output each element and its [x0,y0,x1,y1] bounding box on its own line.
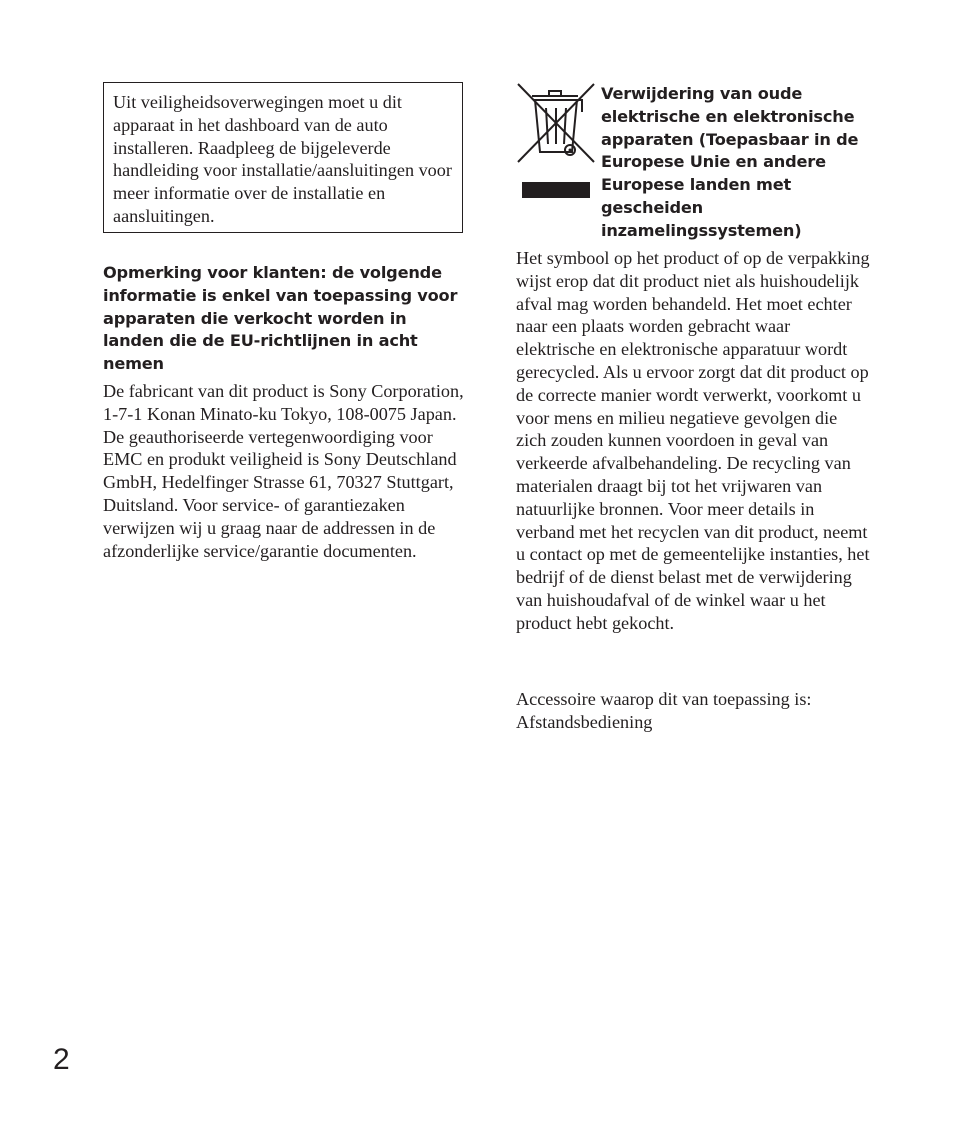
safety-notice-text: Uit veiligheidsoverwegingen moet u dit apparaat in het dashboard van de auto installeren. Raadpleeg de bijgeleverde handleiding voor installatie/aansluitingen voor meer informatie over de installatie en aansluitingen. [113,92,452,226]
page-number: 2 [53,1043,70,1076]
disposal-accessory: Accessoire waarop dit van toepassing is: Afstandsbediening [516,689,812,732]
crossed-out-wheelie-bin-icon [516,82,596,200]
disposal-heading: Verwijdering van oude elektrische en elektronische apparaten (Toepasbaar in de Europese Unie en andere Europese landen met gescheiden inzamelingssystemen) [601,84,859,240]
safety-notice-box [103,82,463,233]
disposal-body: Het symbool op het product of op de verpakking wijst erop dat dit product niet als huishoudelijk afval mag worden behandeld. Het moet echter naar een plaats worden gebracht waar elektrische en elektronische apparatuur wordt gerecycled. Als u ervoor zorgt dat dit product op de correcte manier wordt verwerkt, voorkomt u voor mens en milieu negatieve gevolgen die zich zouden kunnen voordoen in geval van verkeerde afvalbehandeling. De recycling van materialen draagt bij tot het vrijwaren van natuurlijke bronnen. Voor meer details in verband met het recyclen van dit product, neemt u contact op met de gemeentelijke instanties, het bedrijf of de dienst belast met de verwijdering van huishoudafval of de winkel waar u het product hebt gekocht. [516,248,870,633]
customer-notice-heading: Opmerking voor klanten: de volgende informatie is enkel van toepassing voor apparaten die verkocht worden in landen die de EU-richtlijnen in acht nemen [103,263,458,374]
customer-notice-body: De fabricant van dit product is Sony Corporation, 1-7-1 Konan Minato-ku Tokyo, 108-0075 Japan. De geauthoriseerde vertegenwoordiging voor EMC en produkt veiligheid is Sony Deutschland GmbH, Hedelfinger Strasse 61, 70327 Stuttgart, Duitsland. Voor service- of garantiezaken verwijzen wij u graag naar de addressen in de afzonderlijke service/garantie documenten. [103,381,464,561]
